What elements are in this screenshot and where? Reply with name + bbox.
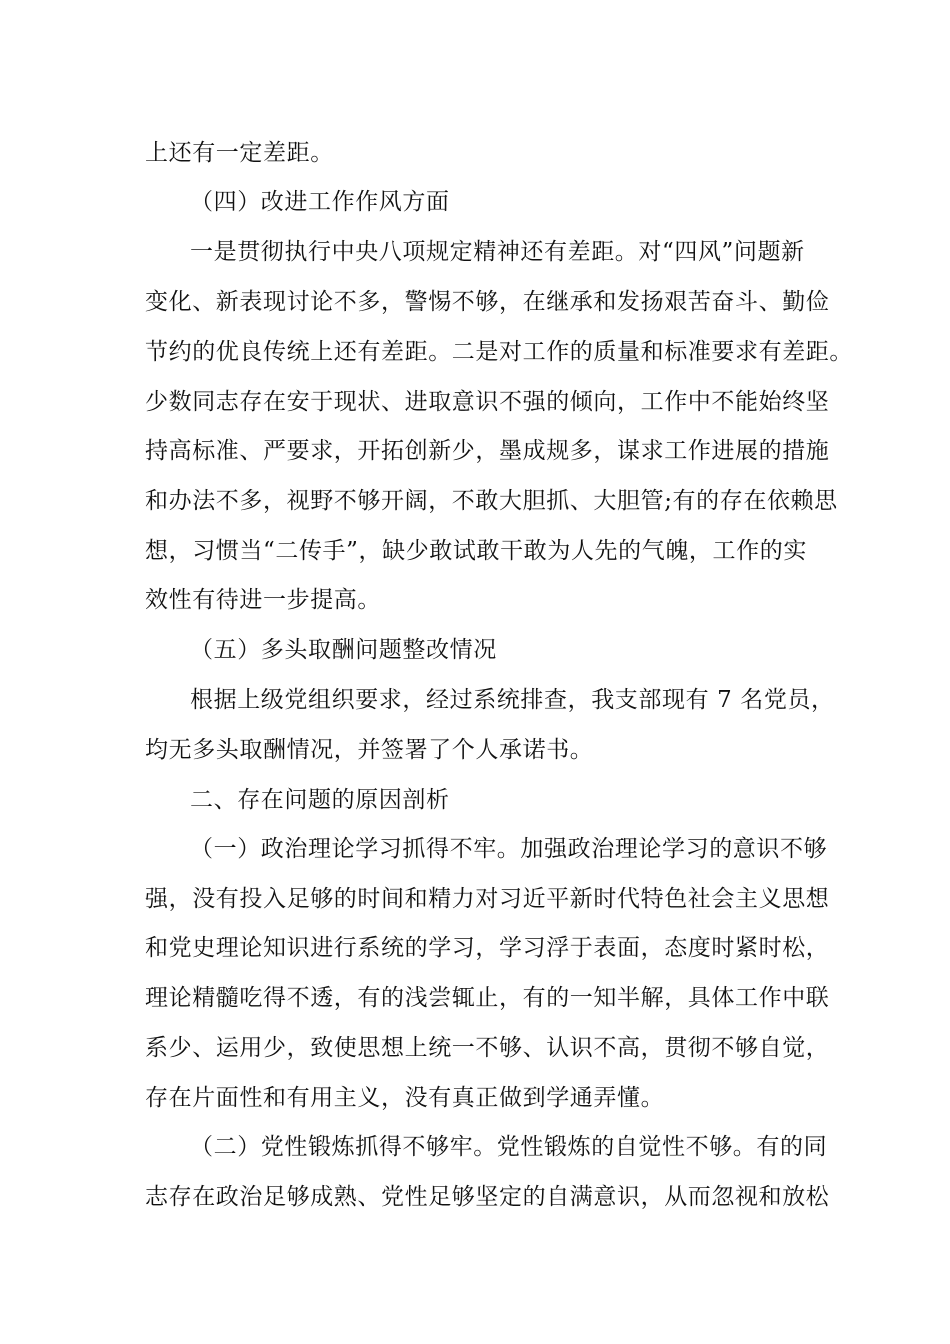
- text-line: 强，没有投入足够的时间和精力对习近平新时代特色社会主义思想: [145, 886, 830, 912]
- text-line: 想，习惯当“二传手”，缺少敢试敢干敢为人先的气魄，工作的实: [145, 538, 807, 564]
- text-line: 变化、新表现讨论不多，警惕不够，在继承和发扬艰苦奋斗、勤俭: [145, 289, 830, 315]
- text-line: 节约的优良传统上还有差距。二是对工作的质量和标准要求有差距。: [145, 339, 853, 365]
- text-line: 系少、运用少，致使思想上统一不够、认识不高，贯彻不够自觉，: [145, 1035, 830, 1061]
- section-heading: 二、存在问题的原因剖析: [190, 787, 450, 813]
- text-line: 和办法不多，视野不够开阔，不敢大胆抓、大胆管;有的存在依赖思: [145, 488, 838, 514]
- text-line: 效性有待进一步提高。: [145, 587, 381, 613]
- text-line: 理论精髓吃得不透，有的浅尝辄止，有的一知半解，具体工作中联: [145, 985, 830, 1011]
- text-line: 和党史理论知识进行系统的学习，学习浮于表面，态度时紧时松，: [145, 935, 830, 961]
- text-line: 一是贯彻执行中央八项规定精神还有差距。对“四风”问题新: [190, 239, 805, 265]
- text-line: （一）政治理论学习抓得不牢。加强政治理论学习的意识不够: [190, 836, 828, 862]
- text-line: 少数同志存在安于现状、进取意识不强的倾向，工作中不能始终坚: [145, 389, 830, 415]
- section-heading: （五）多头取酬问题整改情况: [190, 637, 497, 663]
- text-line: 根据上级党组织要求，经过系统排查，我支部现有 7 名党员，: [190, 687, 835, 713]
- text-line: 均无多头取酬情况，并签署了个人承诺书。: [145, 737, 594, 763]
- text-line: 志存在政治足够成熟、党性足够坚定的自满意识，从而忽视和放松: [145, 1184, 830, 1210]
- text-line: （二）党性锻炼抓得不够牢。党性锻炼的自觉性不够。有的同: [190, 1134, 828, 1160]
- text-line: 持高标准、严要求，开拓创新少，墨成规多，谋求工作进展的措施: [145, 438, 830, 464]
- section-heading: （四）改进工作作风方面: [190, 189, 450, 215]
- text-line: 存在片面性和有用主义，没有真正做到学通弄懂。: [145, 1085, 665, 1111]
- text-line: 上还有一定差距。: [145, 140, 334, 166]
